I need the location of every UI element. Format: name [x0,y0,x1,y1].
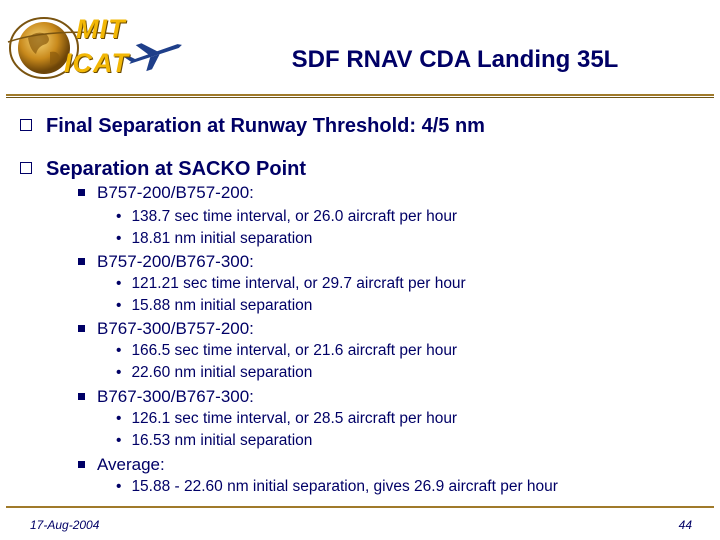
dot-bullet-icon: • [116,297,122,314]
case-label: Average: [78,455,165,475]
footer-date: 17-Aug-2004 [30,518,100,532]
square-bullet-icon [78,258,85,265]
bullet-final-separation: Final Separation at Runway Threshold: 4/5 nm [20,115,485,138]
square-bullet-icon [78,189,85,196]
logo-mit-text: MIT [76,14,126,44]
square-bullet-icon [78,393,85,400]
case-detail: • 18.81 nm initial separation [116,230,313,247]
page-number: 44 [678,518,692,532]
dot-bullet-icon: • [116,208,122,225]
case-label: B757-200/B757-200: [78,183,254,203]
dot-bullet-icon: • [116,478,122,495]
slide-title: SDF RNAV CDA Landing 35L [291,46,619,73]
case-label: B757-200/B767-300: [78,252,254,272]
dot-bullet-icon: • [116,410,122,427]
case-detail: • 138.7 sec time interval, or 26.0 aircraft per hour [116,208,458,225]
mit-icat-logo [4,12,214,82]
case-detail: • 15.88 - 22.60 nm initial separation, gives 26.9 aircraft per hour [116,478,558,495]
case-detail: • 121.21 sec time interval, or 29.7 aircraft per hour [116,275,466,292]
logo-icat-text: ICAT [64,48,129,78]
case-detail: • 16.53 nm initial separation [116,432,313,449]
dot-bullet-icon: • [116,275,122,292]
title-divider-shadow [6,97,714,98]
title-divider [6,94,714,96]
footer-divider [6,506,714,508]
case-label: B767-300/B767-300: [78,387,254,407]
bullet-sacko-separation: Separation at SACKO Point [20,158,306,181]
case-detail: • 15.88 nm initial separation [116,297,313,314]
dot-bullet-icon: • [116,432,122,449]
case-detail: • 166.5 sec time interval, or 21.6 aircraft per hour [116,342,458,359]
case-label: B767-300/B757-200: [78,319,254,339]
case-detail: • 22.60 nm initial separation [116,364,313,381]
square-bullet-icon [78,461,85,468]
checkbox-bullet-icon [20,162,32,174]
dot-bullet-icon: • [116,230,122,247]
checkbox-bullet-icon [20,119,32,131]
square-bullet-icon [78,325,85,332]
dot-bullet-icon: • [116,364,122,381]
case-detail: • 126.1 sec time interval, or 28.5 aircraft per hour [116,410,458,427]
dot-bullet-icon: • [116,342,122,359]
